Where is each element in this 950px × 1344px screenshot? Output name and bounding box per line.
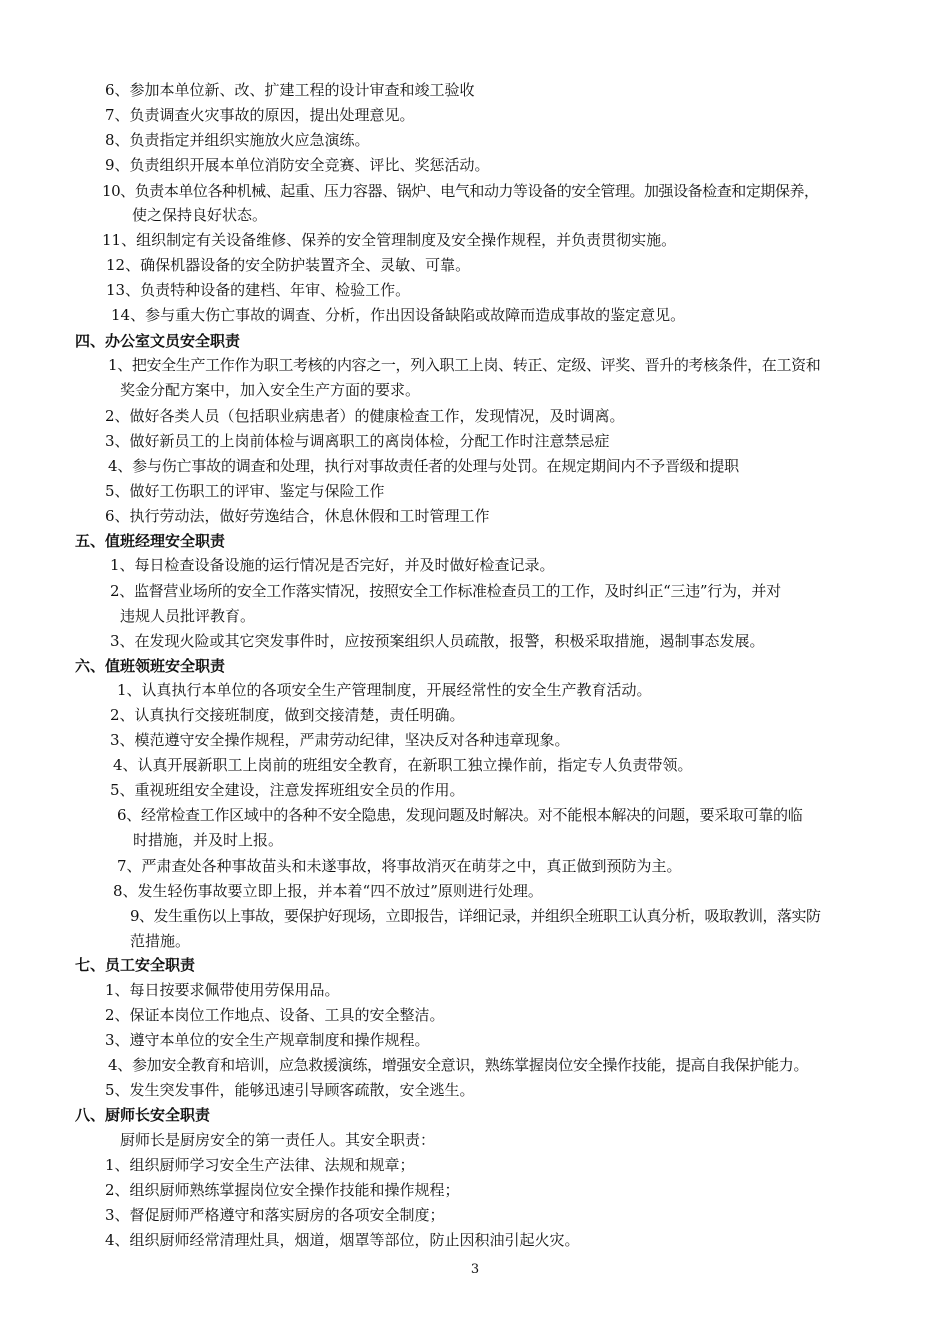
section4-item-6: 6、执行劳动法，做好劳逸结合，休息休假和工时管理工作 [105,507,490,525]
section7-item-4: 4、参加安全教育和培训，应急救援演练，增强安全意识，熟练掌握岗位安全操作技能，提高自我保护能力。 [108,1056,809,1074]
section3-item-14: 14、参与重大伤亡事故的调查、分析，作出因设备缺陷或故障而造成事故的鉴定意见。 [111,306,686,324]
section3-item-8: 8、负责指定并组织实施放火应急演练。 [105,131,370,149]
section5-item-2-cont: 违规人员批评教育。 [120,607,256,625]
section8-item-3: 3、督促厨师严格遵守和落实厨房的各项安全制度； [105,1206,445,1224]
section5-item-1: 1、每日检查设备设施的运行情况是否完好，并及时做好检查记录。 [110,556,555,574]
section8-item-2: 2、组织厨师熟练掌握岗位安全操作技能和操作规程； [105,1181,460,1199]
section5-item-3: 3、在发现火险或其它突发事件时，应按预案组织人员疏散，报警，积极采取措施，遏制事态发展。 [110,632,765,650]
section6-item-9-cont: 范措施。 [130,932,191,950]
section6-item-8: 8、发生轻伤事故要立即上报，并本着“四不放过”原则进行处理。 [113,882,543,900]
section6-item-6-cont: 时措施，并及时上报。 [133,831,284,849]
section6-title: 六、值班领班安全职责 [75,657,226,675]
section5-item-2: 2、监督营业场所的安全工作落实情况，按照安全工作标准检查员工的工作，及时纠正“三违”行为，并对 [110,582,781,600]
section7-item-2: 2、保证本岗位工作地点、设备、工具的安全整洁。 [105,1006,445,1024]
section3-item-6: 6、参加本单位新、改、扩建工程的设计审查和竣工验收 [105,81,475,99]
section3-item-13: 13、负责特种设备的建档、年审、检验工作。 [106,281,411,299]
section4-item-3: 3、做好新员工的上岗前体检与调离职工的离岗体检，分配工作时注意禁忌症 [105,432,610,450]
section8-intro: 厨师长是厨房安全的第一责任人。其安全职责： [120,1131,436,1149]
section3-item-10-cont: 使之保持良好状态。 [132,206,268,224]
section4-item-1-cont: 奖金分配方案中，加入安全生产方面的要求。 [120,381,421,399]
section3-item-11: 11、组织制定有关设备维修、保养的安全管理制度及安全操作规程，并负责贯彻实施。 [102,231,677,249]
section6-item-9: 9、发生重伤以上事故，要保护好现场，立即报告，详细记录，并组织全班职工认真分析，吸取教训，落实防 [130,907,821,925]
section7-item-3: 3、遵守本单位的安全生产规章制度和操作规程。 [105,1031,430,1049]
section4-item-2: 2、做好各类人员（包括职业病患者）的健康检查工作，发现情况，及时调离。 [105,407,625,425]
section7-item-5: 5、发生突发事件，能够迅速引导顾客疏散，安全逃生。 [105,1081,475,1099]
section6-item-6: 6、经常检查工作区域中的各种不安全隐患，发现问题及时解决。对不能根本解决的问题，要采取可靠的临 [117,806,803,824]
section8-item-1: 1、组织厨师学习安全生产法律、法规和规章； [105,1156,415,1174]
section6-item-3: 3、模范遵守安全操作规程，严肃劳动纪律，坚决反对各种违章现象。 [110,731,570,749]
section3-item-12: 12、确保机器设备的安全防护装置齐全、灵敏、可靠。 [106,256,471,274]
section7-title: 七、员工安全职责 [75,956,196,974]
section6-item-4: 4、认真开展新职工上岗前的班组安全教育，在新职工独立操作前，指定专人负责带领。 [113,756,693,774]
section6-item-1: 1、认真执行本单位的各项安全生产管理制度，开展经常性的安全生产教育活动。 [117,681,652,699]
section3-item-9: 9、负责组织开展本单位消防安全竞赛、评比、奖惩活动。 [105,156,490,174]
section6-item-5: 5、重视班组安全建设，注意发挥班组安全员的作用。 [110,781,465,799]
section6-item-7: 7、严肃查处各种事故苗头和未遂事故，将事故消灭在萌芽之中，真正做到预防为主。 [117,857,682,875]
section7-item-1: 1、每日按要求佩带使用劳保用品。 [105,981,340,999]
section4-item-4: 4、参与伤亡事故的调查和处理，执行对事故责任者的处理与处罚。在规定期间内不予晋级和提职 [108,457,739,475]
section6-item-2: 2、认真执行交接班制度，做到交接清楚，责任明确。 [110,706,465,724]
section4-title: 四、办公室文员安全职责 [75,332,241,350]
section3-item-7: 7、负责调查火灾事故的原因，提出处理意见。 [105,106,415,124]
section4-item-5: 5、做好工伤职工的评审、鉴定与保险工作 [105,482,385,500]
page-number: 3 [470,1262,480,1277]
section3-item-10: 10、负责本单位各种机械、起重、压力容器、锅炉、电气和动力等设备的安全管理。加强设备检查和定期保养， [102,182,819,200]
section8-title: 八、厨师长安全职责 [75,1106,211,1124]
section5-title: 五、值班经理安全职责 [75,532,226,550]
section8-item-4: 4、组织厨师经常清理灶具，烟道，烟罩等部位，防止因积油引起火灾。 [105,1231,580,1249]
section4-item-1: 1、把安全生产工作作为职工考核的内容之一，列入职工上岗、转正、定级、评奖、晋升的考核条件，在工资和 [108,356,821,374]
